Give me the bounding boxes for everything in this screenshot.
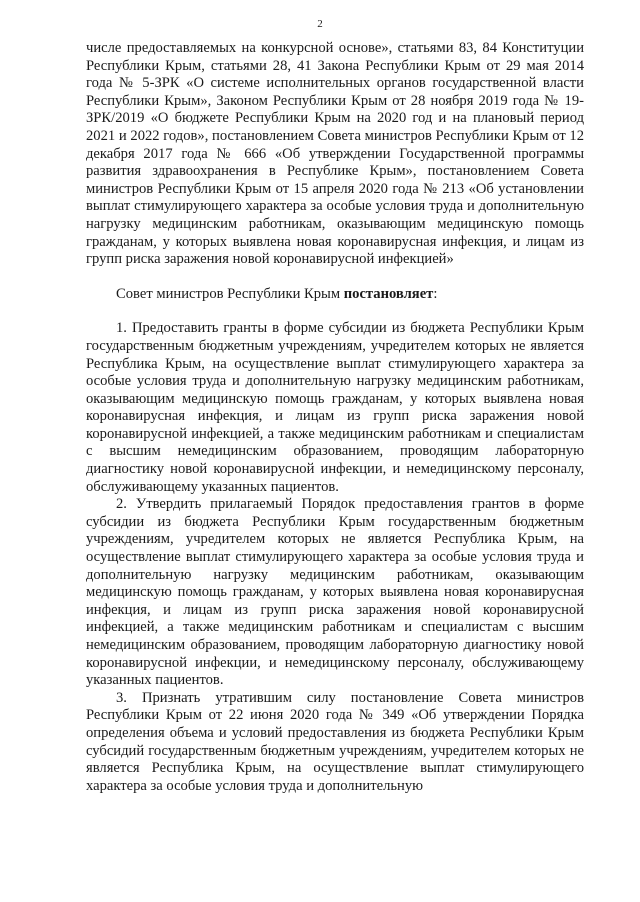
item-2-paragraph: 2. Утвердить прилагаемый Порядок предоставления грантов в форме субсидии из бюджета Республики Крым государственным бюджетным учреждениям, учредителем которых не является Республика Крым, на осуществление выплат стимулирующего характера за особые условия труда и дополнительную нагрузку медицинским работникам, оказывающим медицинскую помощь гражданам, у которых выявлена новая коронавирусная инфекция, и лицам из групп риска заражения новой коронавирусной инфекцией, а также медицинским работникам и специалистам с высшим немедицинским образованием, проводящим лабораторную диагностику новой коронавирусной инфекции, и немедицинскому персоналу, обслуживающему указанных пациентов.: [86, 496, 584, 689]
page-number: 2: [317, 18, 323, 30]
document-body: [86, 40, 584, 795]
item-1-paragraph: 1. Предоставить гранты в форме субсидии из бюджета Республики Крым государственным бюджетным учреждениям, учредителем которых не является Республика Крым, на осуществление выплат стимулирующего характера за особые условия труда и дополнительную нагрузку медицинским работникам, оказывающим медицинскую помощь гражданам, у которых выявлена новая коронавирусная инфекция, и лицам из групп риска заражения новой коронавирусной инфекцией, а также медицинским работникам и специалистам с высшим немедицинским образованием, проводящим лабораторную диагностику новой коронавирусной инфекции, и немедицинскому персоналу, обслуживающему указанных пациентов.: [86, 320, 584, 495]
resolution-prefix: Совет министров Республики Крым: [116, 285, 344, 302]
resolution-suffix: :: [433, 285, 438, 302]
resolution-line: [86, 286, 584, 304]
intro-paragraph: числе предоставляемых на конкурсной основе», статьями 83, 84 Конституции Республики Крым, статьями 28, 41 Закона Республики Крым от 29 мая 2014 года № 5-ЗРК «О системе исполнительных органов государственной власти Республики Крым», Законом Республики Крым от 28 ноября 2019 года № 19-ЗРК/2019 «О бюджете Республики Крым на 2020 год и на плановый период 2021 и 2022 годов», постановлением Совета министров Республики Крым от 12 декабря 2017 года № 666 «Об утверждении Государственной программы развития здравоохранения в Республике Крым», постановлением Совета министров Республики Крым от 15 апреля 2020 года № 213 «Об установлении выплат стимулирующего характера за особые условия труда и дополнительную нагрузку медицинским работникам, оказывающим медицинскую помощь гражданам, у которых выявлена новая коронавирусная инфекция, и лицам из групп риска заражения новой коронавирусной инфекцией»: [86, 40, 584, 268]
resolution-verb: постановляет: [343, 285, 434, 302]
item-3-paragraph: 3. Признать утратившим силу постановление Совета министров Республики Крым от 22 июня 2020 года № 349 «Об утверждении Порядка определения объема и условий предоставления из бюджета Республики Крым субсидий государственным бюджетным учреждениям, учредителем которых не является Республика Крым, на осуществление выплат стимулирующего характера за особые условия труда и дополнительную: [86, 689, 584, 794]
